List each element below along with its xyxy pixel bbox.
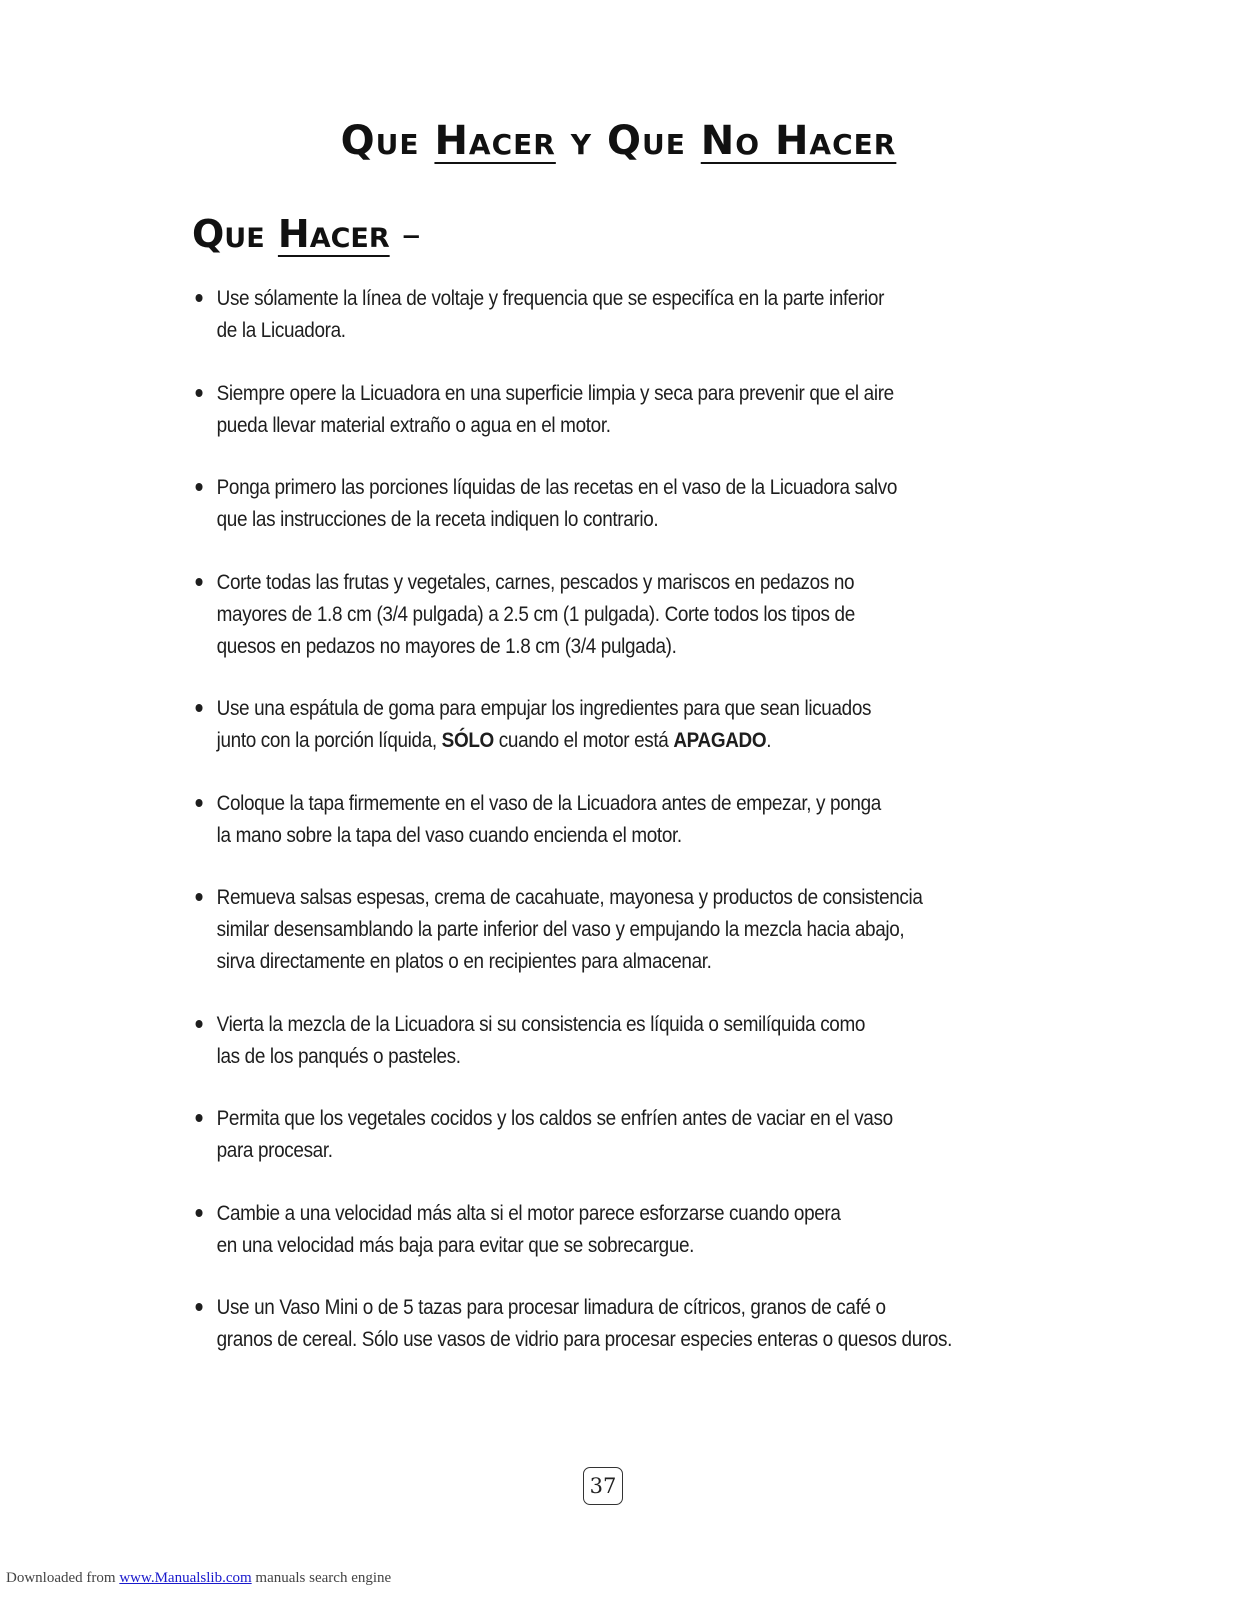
section-part-1: Que [192, 212, 278, 256]
title-part-4: No Hacer [700, 118, 897, 164]
item-text: Siempre opere la Licuadora en una superficie limpia y seca para prevenir que el aire pueda llevar material extraño o agua en el motor. [216, 380, 894, 437]
bullet-icon [196, 389, 203, 397]
download-footer [6, 1570, 391, 1587]
bullet-icon [196, 1020, 203, 1028]
list-item [192, 692, 1035, 756]
do-list [192, 282, 1052, 1386]
footer-suffix: manuals search engine [251, 1570, 392, 1586]
list-item [192, 471, 1035, 535]
bullet-icon [196, 1114, 203, 1122]
item-text: Remueva salsas espesas, crema de cacahuate, mayonesa y productos de consistencia similar desensamblando la parte inferior del vaso y empujando la mezcla hacia abajo, sirva directamente en platos o en recipientes para almacenar. [216, 885, 923, 973]
list-item [192, 787, 1035, 851]
list-item [192, 377, 1035, 441]
list-item [192, 1291, 1035, 1355]
footer-prefix: Downloaded from [6, 1570, 120, 1586]
bullet-icon [196, 799, 203, 807]
title-part-1: Que [340, 118, 435, 164]
item-text: Coloque la tapa firmemente en el vaso de la Licuadora antes de empezar, y ponga la mano sobre la tapa del vaso cuando encienda el motor. [216, 790, 881, 847]
list-item [192, 566, 1035, 662]
list-item [192, 881, 1035, 977]
item-text: Ponga primero las porciones líquidas de las recetas en el vaso de la Licuadora salvo que las instrucciones de la receta indiquen lo contrario. [216, 475, 897, 531]
bullet-icon [196, 578, 203, 586]
item-text: Use un Vaso Mini o de 5 tazas para procesar limadura de cítricos, granos de café o granos de cereal. Sólo use vasos de vidrio para procesar especies enteras o quesos duros. [216, 1295, 953, 1351]
bullet-icon [196, 893, 203, 901]
section-part-2: Hacer [277, 212, 390, 256]
title-part-2: Hacer [434, 118, 556, 164]
list-item [192, 1102, 1035, 1166]
item-text: Vierta la mezcla de la Licuadora si su consistencia es líquida o semilíquida como las de los panqués o pasteles. [216, 1011, 866, 1068]
bullet-icon [196, 483, 203, 491]
list-item [192, 282, 1035, 346]
section-part-3: – [389, 212, 421, 256]
bullet-icon [196, 704, 203, 712]
bullet-icon [196, 294, 203, 302]
page-title [0, 118, 1237, 164]
manualslib-link[interactable]: www.Manualslib.com [119, 1570, 252, 1586]
item-text-pre: Use una espátula de goma para empujar los ingredientes para que sean licuados junto con la porción líquida, [216, 696, 872, 752]
list-item [192, 1197, 1035, 1261]
item-text-mid: cuando el motor está [493, 728, 674, 752]
item-text: Permita que los vegetales cocidos y los caldos se enfríen antes de vaciar en el vaso para procesar. [216, 1106, 893, 1162]
bullet-icon [196, 1303, 203, 1311]
bullet-icon [196, 1209, 203, 1217]
item-bold-apagado: APAGADO [673, 728, 767, 752]
list-item [192, 1008, 1035, 1072]
item-bold-solo: SÓLO [441, 728, 494, 752]
item-text: Corte todas las frutas y vegetales, carnes, pescados y mariscos en pedazos no mayores de 1.8 cm (3/4 pulgada) a 2.5 cm (1 pulgada). Corte todos los tipos de quesos en pedazos no mayores de 1.8 cm (3/4 pulgada). [216, 569, 855, 658]
title-part-3: y Que [555, 118, 701, 164]
item-text: Cambie a una velocidad más alta si el motor parece esforzarse cuando opera en una velocidad más baja para evitar que se sobrecargue. [216, 1200, 841, 1257]
section-title [192, 212, 421, 256]
item-text-post: . [766, 728, 772, 752]
page-number: 37 [583, 1467, 623, 1505]
item-text: Use sólamente la línea de voltaje y frequencia que se especifíca en la parte inferior de la Licuadora. [216, 286, 885, 342]
